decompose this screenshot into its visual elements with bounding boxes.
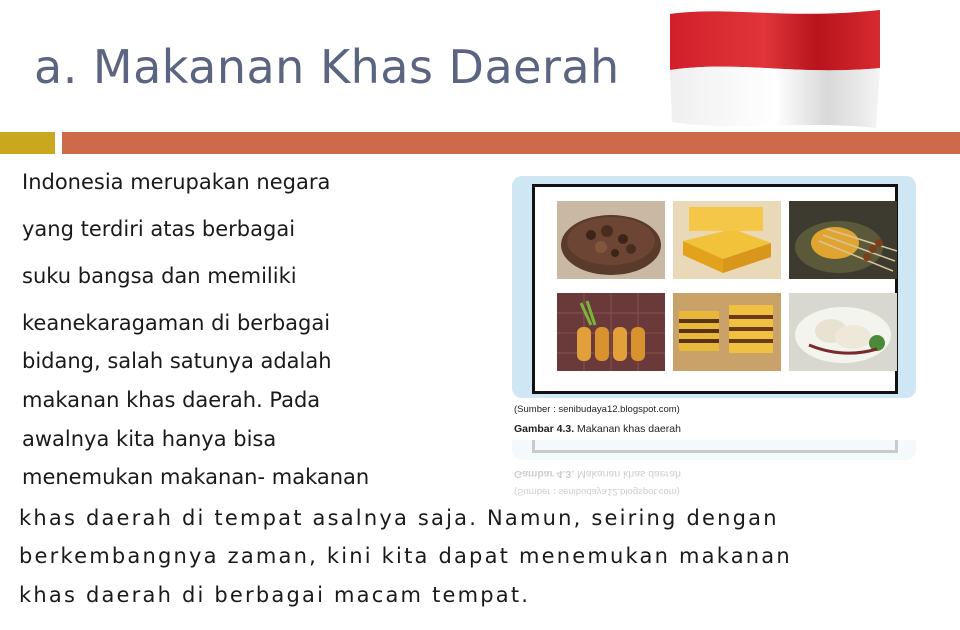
figure-caption xyxy=(514,423,681,435)
body-line: awalnya kita hanya bisa xyxy=(22,427,277,451)
body-line: keanekaragaman di berbagai xyxy=(22,311,331,335)
lapis-legit-photo xyxy=(673,293,781,371)
body-line: bidang, salah satunya adalah xyxy=(22,349,332,373)
body-line: suku bangsa dan memiliki xyxy=(22,264,297,288)
figure-caption-text: Makanan khas daerah xyxy=(574,423,681,435)
indonesia-flag-icon xyxy=(668,6,882,130)
body-line: Indonesia merupakan negara xyxy=(22,170,331,194)
body-line: menemukan makanan- makanan xyxy=(22,465,370,489)
sate-photo xyxy=(789,201,897,279)
figure-reflection xyxy=(512,440,916,510)
paragraph-line: berkembangnya zaman, kini kita dapat menemukan makanan xyxy=(19,544,792,568)
slide-title: a. Makanan Khas Daerah xyxy=(34,40,620,94)
food-figure xyxy=(512,176,916,398)
accent-bar-gold xyxy=(0,132,55,154)
paragraph-line: khas daerah di berbagai macam tempat. xyxy=(19,583,531,607)
ayam-photo xyxy=(789,293,897,371)
body-line: makanan khas daerah. Pada xyxy=(22,388,321,412)
reflection-caption-label: Gambar 4.3. xyxy=(514,468,575,480)
body-line: yang terdiri atas berbagai xyxy=(22,217,296,241)
reflection-caption xyxy=(514,468,681,480)
paragraph-line: khas daerah di tempat asalnya saja. Namun, seiring dengan xyxy=(19,506,779,530)
lumpia-photo xyxy=(557,293,665,371)
figure-caption-label: Gambar 4.3. xyxy=(514,423,575,435)
reflection-caption-text: Makanan khas daerah xyxy=(574,468,681,480)
bika-ambon-photo xyxy=(673,201,781,279)
reflection-source: (Sumber : senibudaya12.blogspot.com) xyxy=(514,486,680,497)
figure-source: (Sumber : senibudaya12.blogspot.com) xyxy=(514,404,680,415)
accent-bar-red xyxy=(62,132,960,154)
figure-frame xyxy=(532,184,898,394)
rendang-photo xyxy=(557,201,665,279)
reflection-frame xyxy=(532,440,898,453)
